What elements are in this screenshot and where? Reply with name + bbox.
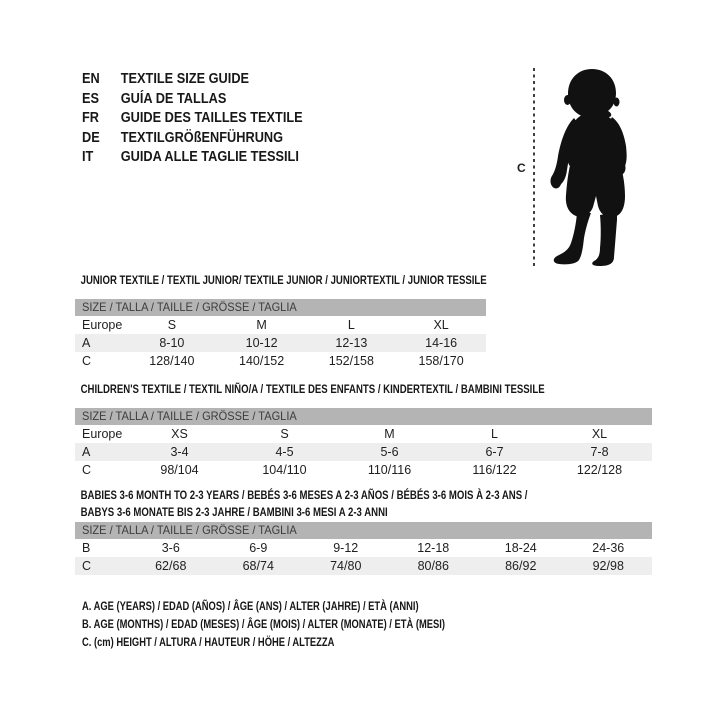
row-label: C <box>82 559 92 573</box>
legend-note: B. AGE (MONTHS) / EDAD (MESES) / ÂGE (MOIS) / ALTER (MONATE) / ETÀ (MESI) <box>82 617 445 631</box>
language-row <box>82 70 303 90</box>
table-header-label: SIZE / TALLA / TAILLE / GRÖSSE / TAGLIA <box>82 300 297 314</box>
row-label: B <box>82 541 91 555</box>
size-value-cell: 104/110 <box>262 463 307 477</box>
size-value-cell: M <box>384 427 395 441</box>
size-value-cell: 92/98 <box>592 559 624 573</box>
toddler-figure <box>517 64 642 276</box>
size-value-cell: 128/140 <box>149 354 195 368</box>
size-value-cell: 10-12 <box>245 336 278 350</box>
language-row <box>82 90 303 110</box>
size-value-cell: 12-13 <box>335 336 368 350</box>
language-title: TEXTILE SIZE GUIDE <box>120 71 250 87</box>
size-value-cell: 14-16 <box>425 336 458 350</box>
size-value-cell: 158/170 <box>418 354 464 368</box>
size-value-cell: 98/104 <box>160 463 199 477</box>
table-row <box>75 425 652 443</box>
size-value-cell: 86/92 <box>505 559 537 573</box>
table-header-label: SIZE / TALLA / TAILLE / GRÖSSE / TAGLIA <box>82 523 297 537</box>
legend-note: C. (cm) HEIGHT / ALTURA / HAUTEUR / HÖHE / ALTEZZA <box>82 635 335 649</box>
size-value-cell: 8-10 <box>159 336 185 350</box>
row-label: Europe <box>82 427 123 441</box>
child-silhouette-icon <box>544 68 634 266</box>
junior-textile-section <box>75 272 486 370</box>
size-value-cell: 24-36 <box>592 541 625 555</box>
size-value-cell: 80/86 <box>417 559 449 573</box>
language-list <box>82 70 333 168</box>
size-value-cell: 122/128 <box>576 463 623 477</box>
table-row <box>75 539 652 557</box>
size-value-cell: L <box>491 427 498 441</box>
row-label: A <box>82 445 91 459</box>
table-row <box>75 334 486 352</box>
language-code: IT <box>82 149 94 165</box>
size-value-cell: 7-8 <box>590 445 609 459</box>
table-header-bar <box>75 408 652 425</box>
table-row <box>75 557 652 575</box>
size-value-cell: 110/116 <box>367 463 412 477</box>
size-value-cell: 4-5 <box>275 445 294 459</box>
table-header-label: SIZE / TALLA / TAILLE / GRÖSSE / TAGLIA <box>82 409 297 423</box>
size-value-cell: M <box>256 318 267 332</box>
title-spacer <box>75 398 652 408</box>
table-header-bar <box>75 299 486 316</box>
size-value-cell: L <box>347 318 355 332</box>
language-title: GUIDE DES TAILLES TEXTILE <box>120 110 303 126</box>
size-value-cell: 68/74 <box>242 559 274 573</box>
size-value-cell: 18-24 <box>504 541 537 555</box>
table-row <box>75 461 652 479</box>
table-row <box>75 443 652 461</box>
row-label: C <box>82 354 92 368</box>
size-value-cell: 152/158 <box>328 354 374 368</box>
legend-note: A. AGE (YEARS) / EDAD (AÑOS) / ÂGE (ANS) / ALTER (JAHRE) / ETÀ (ANNI) <box>82 599 419 613</box>
table-title: BABYS 3-6 MONATE BIS 2-3 JAHRE / BAMBINI 3-6 MESI A 2-3 ANNI <box>80 505 388 519</box>
row-label: Europe <box>82 318 123 332</box>
size-value-cell: 5-6 <box>380 445 399 459</box>
table-title: JUNIOR TEXTILE / TEXTIL JUNIOR/ TEXTILE JUNIOR / JUNIORTEXTIL / JUNIOR TESSILE <box>80 273 487 287</box>
language-title: TEXTILGRÖßENFÜHRUNG <box>120 129 284 146</box>
size-value-cell: S <box>280 427 289 441</box>
language-code: EN <box>82 71 100 87</box>
language-code: ES <box>82 90 100 107</box>
row-label: A <box>82 336 91 350</box>
table-header-bar <box>75 522 652 539</box>
size-value-cell: S <box>167 318 177 332</box>
table-row <box>75 352 486 370</box>
size-value-cell: 74/80 <box>330 559 362 573</box>
row-label: C <box>82 463 92 477</box>
title-spacer <box>75 289 486 299</box>
language-title: GUIDA ALLE TAGLIE TESSILI <box>120 149 299 165</box>
legend-notes <box>82 597 547 651</box>
size-value-cell: XL <box>433 318 449 332</box>
language-code: DE <box>82 129 100 146</box>
language-row <box>82 109 303 129</box>
language-row <box>82 148 303 168</box>
size-value-cell: 62/68 <box>155 559 187 573</box>
height-measure-line <box>533 68 535 269</box>
size-value-cell: 3-4 <box>170 445 189 459</box>
language-row <box>82 129 303 149</box>
table-title: CHILDREN'S TEXTILE / TEXTIL NIÑO/A / TEXTILE DES ENFANTS / KINDERTEXTIL / BAMBINI TESSILE <box>80 382 545 396</box>
size-value-cell: 9-12 <box>333 541 359 555</box>
language-title: GUÍA DE TALLAS <box>120 90 227 107</box>
table-row <box>75 316 486 334</box>
size-value-cell: 6-9 <box>249 541 268 555</box>
size-value-cell: 140/152 <box>239 354 285 368</box>
size-value-cell: 6-7 <box>485 445 504 459</box>
height-measure-label: C <box>517 161 526 175</box>
size-value-cell: 116/122 <box>472 463 517 477</box>
size-value-cell: 12-18 <box>417 541 450 555</box>
size-value-cell: 3-6 <box>161 541 180 555</box>
children-textile-section <box>75 381 652 479</box>
size-value-cell: XL <box>591 427 608 441</box>
language-code: FR <box>82 110 100 126</box>
babies-textile-section <box>75 487 652 575</box>
table-title: BABIES 3-6 MONTH TO 2-3 YEARS / BEBÉS 3-6 MESES A 2-3 AÑOS / BÉBÉS 3-6 MOIS À 2-3 ANS / <box>80 488 528 502</box>
size-value-cell: XS <box>171 427 188 441</box>
